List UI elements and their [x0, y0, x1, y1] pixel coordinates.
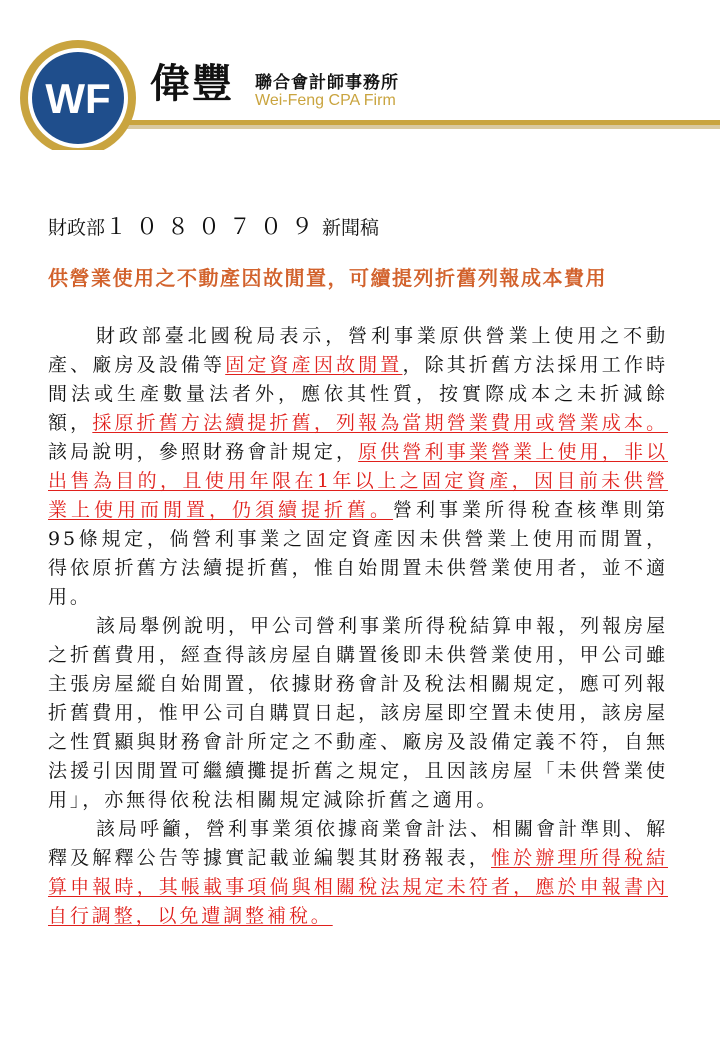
paragraph-text: ，除其折舊方法採用工作時間法或生產數量法者外，應依其性質，按實際成本之未折減餘額， — [48, 354, 669, 434]
paragraph-text: 該局舉例說明，甲公司營利事業所得稅結算申報，列報房屋之折舊費用，經查得該房屋自購置後即未供營業使用，甲公司雖主張房屋縱自始閒置，依據財務會計及稅法相關規定，應可列報折舊費用，惟甲公司自購買日起，該房屋即空置未使用，該房屋之性質顯與財務會計所定之不動產、廠房及設備定義不符，自無法援引因閒置可繼續攤提折舊之規定，且因該房屋「未供營業使用」，亦無得依稅法相關規定減除折舊之適用。 — [48, 615, 668, 811]
press-release-line — [48, 210, 379, 241]
header-rule-shadow — [80, 125, 720, 129]
brand-name-cn: 偉豐 — [150, 61, 234, 107]
firm-name-cn: 聯合會計師事務所 — [255, 73, 399, 93]
article-paragraph — [48, 612, 668, 815]
highlighted-text: 固定資產因故閒置 — [225, 354, 403, 376]
highlighted-text: 原供營利事業營業上使用，非以出售為目的，且使用年限在1年以上之固定資產，因目前未供營業上使用而閒置，仍須續提折舊。 — [48, 441, 668, 521]
news-date: １０８０７０９ — [105, 215, 323, 240]
news-suffix: 新聞稿 — [322, 217, 380, 239]
article-body — [48, 322, 668, 931]
paragraph-text: 該局呼籲，營利事業須依據商業會計法、相關會計準則、解釋及解釋公告等據實記載並編製其財務報表， — [48, 818, 668, 869]
logo-text: WF — [45, 75, 111, 122]
paragraph-text: 財政部臺北國稅局表示，營利事業原供營業上使用之不動產、廠房及設備等 — [48, 325, 668, 376]
highlighted-text: 惟於辦理所得稅結算申報時，其帳載事項倘與相關稅法規定未符者，應於申報書內自行調整，以免遭調整補稅。 — [48, 847, 668, 927]
firm-name-en: Wei-Feng CPA Firm — [255, 92, 396, 109]
header-rule — [80, 120, 720, 125]
highlighted-text: 採原折舊方法續提折舊，列報為當期營業費用或營業成本。 — [92, 412, 668, 434]
header — [0, 0, 720, 150]
article-paragraph — [48, 815, 668, 931]
paragraph-text: 營利事業所得稅查核準則第95條規定，倘營利事業之固定資產因未供營業上使用而閒置，得依原折舊方法續提折舊，惟自始閒置未供營業使用者，並不適用。 — [48, 499, 668, 608]
headline: 供營業使用之不動產因故閒置，可續提列折舊列報成本費用 — [48, 266, 607, 290]
news-source: 財政部 — [48, 217, 106, 239]
paragraph-text: 該局說明，參照財務會計規定， — [48, 441, 359, 463]
article-paragraph — [48, 322, 668, 612]
